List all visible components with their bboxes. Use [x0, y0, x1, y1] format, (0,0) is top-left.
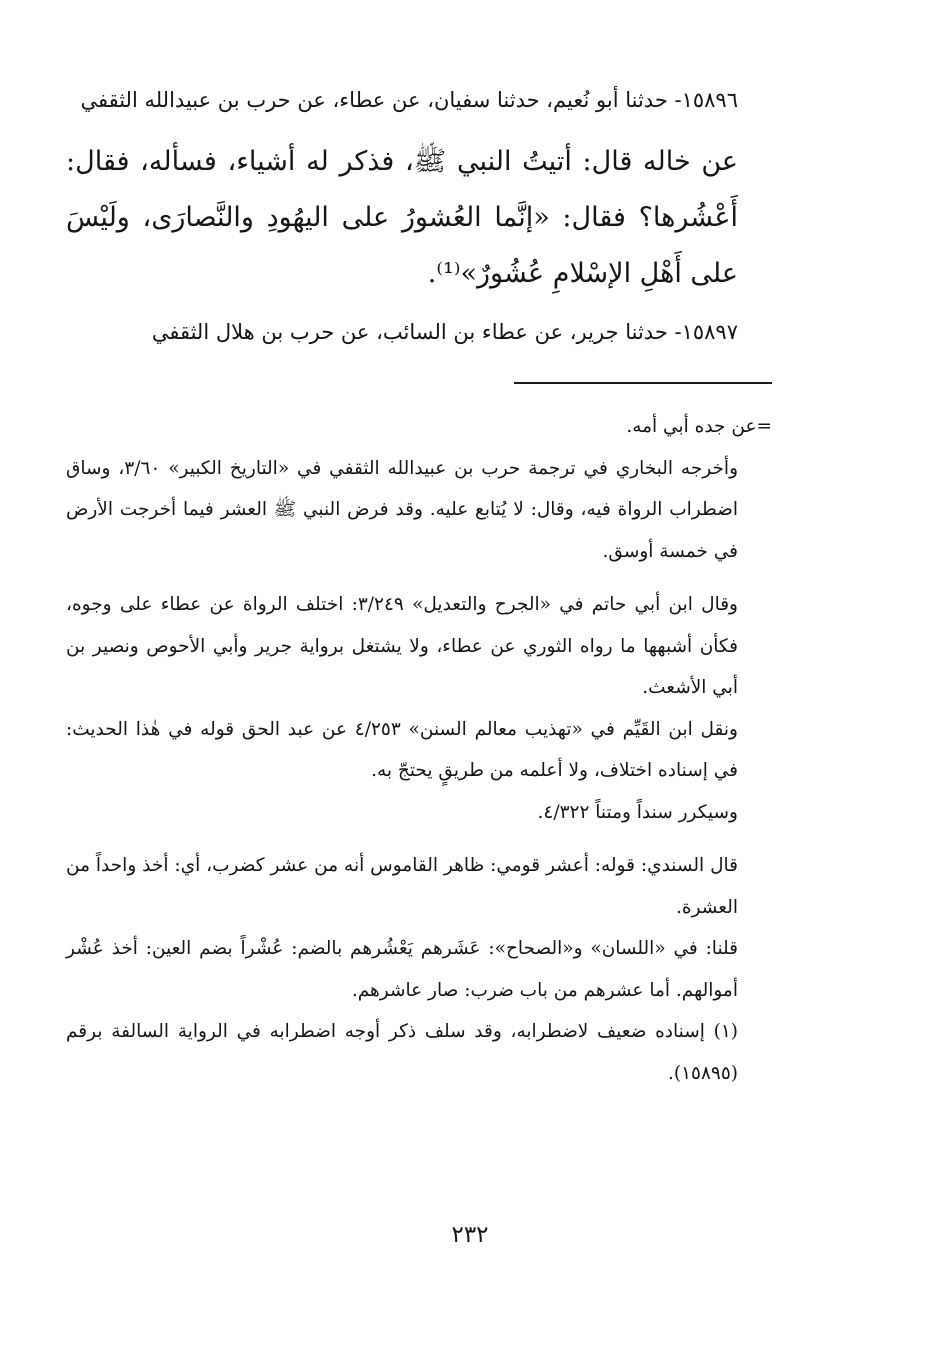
footnote-divider — [514, 382, 772, 384]
isnad-text: ١٥٨٩٦- حدثنا أبو نُعيم، حدثنا سفيان، عن عطاء، عن حرب بن عبيدالله الثقفي — [80, 88, 738, 112]
matn-text: عن خاله قال: أتيتُ النبي ﷺ، فذكر له أشياء، فسأله، فقال: أَعْشُرها؟ فقال: «إنَّما العُشورُ على اليهُودِ والنَّصارَى، ولَيْسَ على أَهْلِ الإسْلامِ عُشُورٌ»⁽¹⁾. — [66, 146, 738, 289]
footnote-paragraph: وأخرجه البخاري في ترجمة حرب بن عبيدالله الثقفي في «التاريخ الكبير» ٣/٦٠، وساق اضطراب الرواة فيه، وقال: لا يُتابع عليه. وقد فرض النبي ﷺ العشر فيما أخرجت الأرض في خمسة أوسق. — [66, 457, 739, 562]
footnote-paragraph: وقال ابن أبي حاتم في «الجرح والتعديل» ٣/٢٤٩: اختلف الرواة عن عطاء على وجوه، فكأن أشبهها ما رواه الثوري عن عطاء، ولا يشتغل برواية جرير وأبي الأحوص ونصير بن أبي الأشعث. — [66, 594, 738, 698]
isnad-text: ١٥٨٩٧- حدثنا جرير، عن عطاء بن السائب، عن حرب بن هلال الثقفي — [151, 320, 738, 344]
hadith-15897-isnad — [66, 310, 772, 354]
footnote-paragraph: قلنا: في «اللسان» و«الصحاح»: عَشَرهم يَعْشُرهم بالضم: عُشْراً بضم العين: أخذ عُشْر أموالهم. أما عشرهم من باب ضرب: صار عاشرهم. — [66, 938, 738, 1001]
footnotes — [66, 406, 772, 1094]
footnote-paragraph: ونقل ابن القَيِّم في «تهذيب معالم السنن» ٤/٢٥٣ عن عبد الحق قوله في هٰذا الحديث: في إسناده اختلاف، ولا أعلمه من طريقٍ يحتجّ به. — [66, 718, 738, 781]
footnote-1: (١) إسناده ضعيف لاضطرابه، وقد سلف ذكر أوجه اضطرابه في الرواية السالفة برقم (١٥٨٩٥). — [66, 1021, 738, 1084]
page-body — [66, 78, 772, 1278]
page-number: ٢٣٢ — [451, 1222, 489, 1248]
footnote-continuation: =عن جده أبي أمه. — [626, 416, 772, 437]
footnote-paragraph: وسيكرر سنداً ومتناً ٤/٣٢٢. — [537, 801, 738, 823]
hadith-15896-isnad — [66, 78, 772, 122]
footnote-paragraph: قال السندي: قوله: أعشر قومي: ظاهر القاموس أنه من عشر كضرب، أي: أخذ واحداً من العشرة. — [66, 855, 738, 918]
hadith-15896-matn — [66, 134, 772, 302]
